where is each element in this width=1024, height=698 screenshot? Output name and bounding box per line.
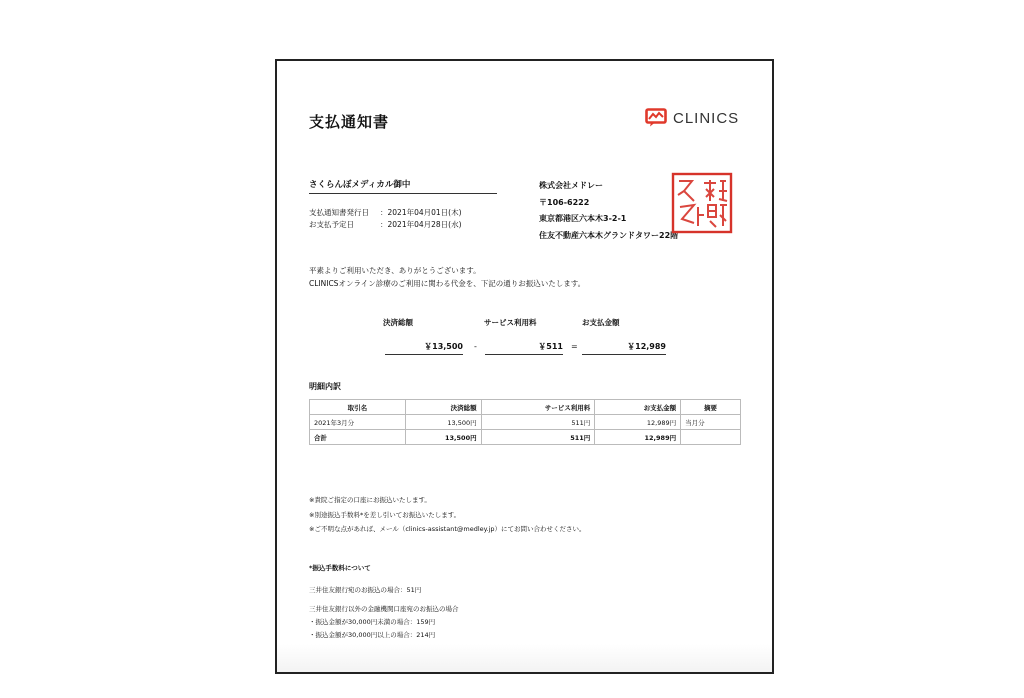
column-header: お支払金額 [595,400,681,415]
column-header: 摘要 [681,400,741,415]
table-cell: 2021年3月分 [310,415,406,430]
note-line: ※別途振込手数料*を差し引いてお振込いたします。 [309,510,461,519]
dates-block [309,207,462,231]
table-cell: 合計 [310,430,406,445]
column-header: 決済総額 [405,400,481,415]
summary-label-total: 決済総額 [383,318,413,327]
summary-equals-operator: = [571,342,578,351]
payment-date-label: お支払予定日 [309,220,354,229]
table-cell: 13,500円 [405,415,481,430]
fee-line: ・振込金額が30,000円未満の場合：159円 [309,618,436,626]
company-address-2: 住友不動産六本木グランドタワー22階 [539,230,679,240]
greeting-text [309,264,585,290]
fee-line: 三井住友銀行以外の金融機関口座宛のお振込の場合 [309,605,459,613]
summary-minus-operator: - [474,342,477,351]
fee-line: 三井住友銀行宛のお振込の場合：51円 [309,586,422,594]
table-cell: 12,989円 [595,430,681,445]
addressee: さくらんぼメディカル御中 [309,178,497,194]
page-bottom-fade [277,644,772,672]
document-title: 支払通知書 [309,113,390,131]
seal-icon [670,171,734,235]
note-line: ※貴院ご指定の口座にお振込いたします。 [309,496,431,504]
fee-title: *振込手数料について [309,564,371,572]
clinics-logo-icon [645,108,667,128]
company-info [539,178,678,244]
company-address-1: 東京都港区六本木3-2-1 [539,214,627,223]
column-header: サービス利用料 [481,400,595,415]
payment-date-value: ：2021年04月28日(水) [380,220,462,229]
greeting-line-2: CLINICSオンライン診療のご利用に関わる代金を、下記の通りお振込いたします。 [309,279,586,288]
fee-line: ・振込金額が30,000円以上の場合：214円 [309,631,436,639]
summary-label-service-fee: サービス利用料 [484,318,537,327]
table-cell: 12,989円 [595,415,681,430]
table-cell: 13,500円 [405,430,481,445]
table-cell: 当月分 [681,415,741,430]
company-postal: 〒106-6222 [539,197,590,207]
table-total-row [310,430,741,445]
fee-block [309,584,459,642]
payment-date-row [309,219,462,231]
details-title: 明細内訳 [309,382,341,391]
summary-label-payment: お支払金額 [582,318,620,327]
issue-date-row [309,207,462,219]
table-row [310,415,741,430]
table-header-row [310,400,741,415]
summary-value-payment: ￥12,989 [582,341,666,355]
company-seal-stamp [670,171,734,239]
logo-text: CLINICS [673,109,740,127]
note-line: ※ご不明な点があれば、メール（clinics-assistant@medley.jp）にてお問い合わせください。 [309,525,586,533]
table-cell [681,430,741,445]
issue-date-value: ：2021年04月01日(木) [380,208,462,217]
column-header: 取引名 [310,400,406,415]
table-cell: 511円 [481,430,595,445]
payment-notice-document [275,59,774,674]
issue-date-label: 支払通知書発行日 [309,208,369,217]
details-table [309,399,741,445]
clinics-logo [645,108,739,128]
company-name: 株式会社メドレー [539,181,603,190]
table-cell: 511円 [481,415,595,430]
summary-value-service-fee: ￥511 [485,341,563,355]
notes-block [309,493,586,537]
greeting-line-1: 平素よりご利用いただき、ありがとうございます。 [309,266,481,275]
summary-value-total: ￥13,500 [385,341,463,355]
